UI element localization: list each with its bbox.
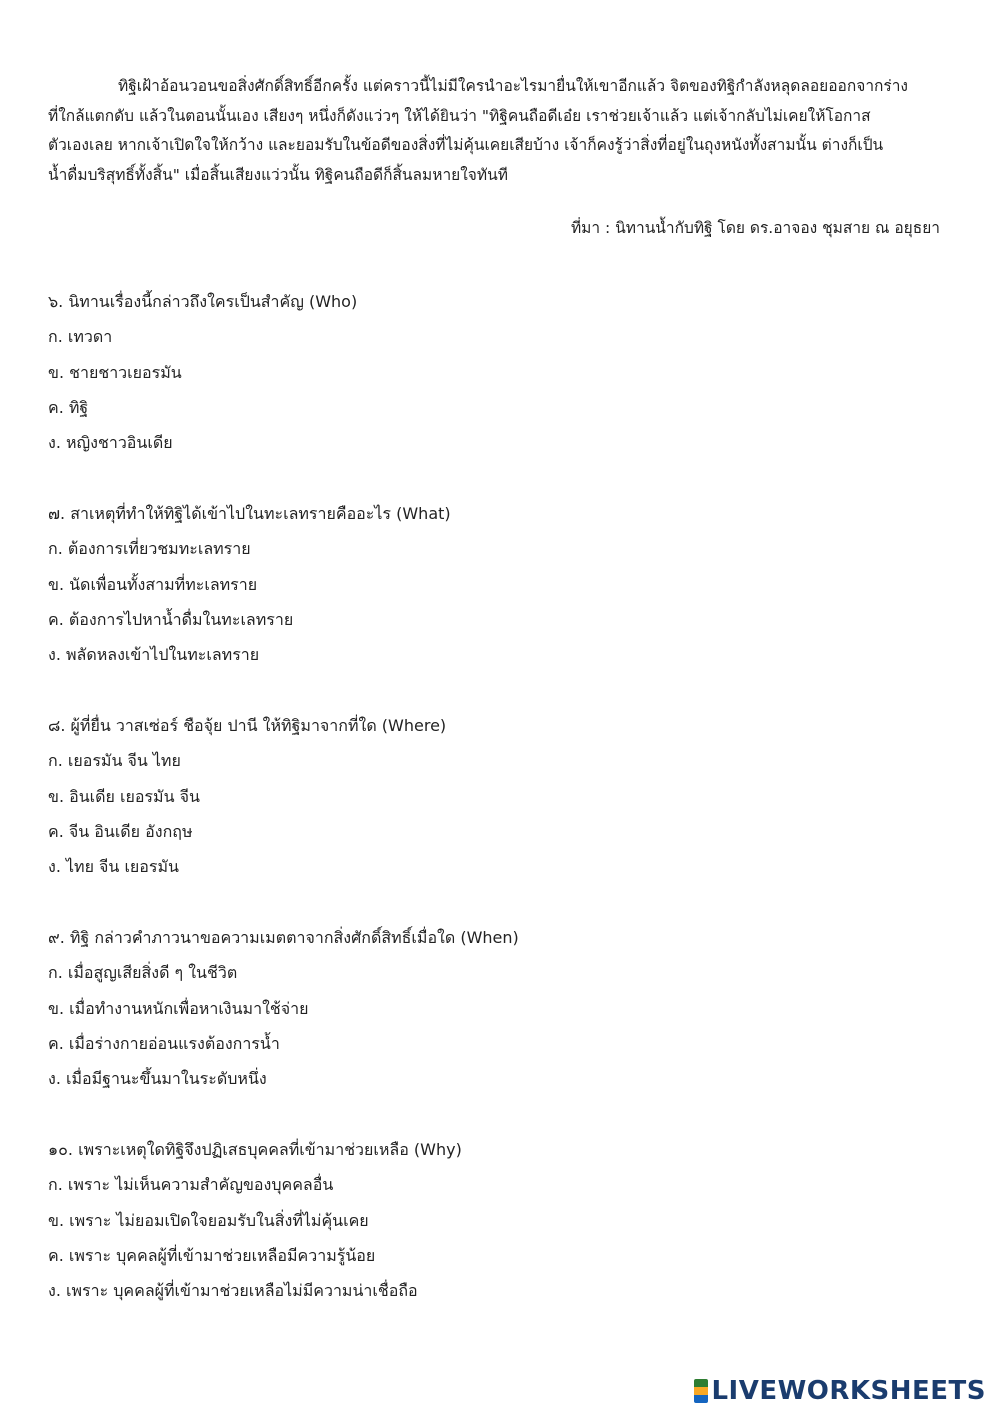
question-stem: ๑๐. เพราะเหตุใดทิฐิจึงปฏิเสธบุคคลที่เข้ามาช่วยเหลือ (Why): [48, 1139, 462, 1159]
answer-option[interactable]: ก. ต้องการเที่ยวชมทะเลทราย: [48, 539, 251, 559]
question-stem: ๙. ทิฐิ กล่าวคำภาวนาขอความเมตตาจากสิ่งศักดิ์สิทธิ์เมื่อใด (When): [48, 927, 519, 947]
answer-option[interactable]: ค. เมื่อร่างกายอ่อนแรงต้องการน้ำ: [48, 1033, 280, 1053]
answer-option[interactable]: ก. เมื่อสูญเสียสิ่งดี ๆ ในชีวิต: [48, 963, 238, 983]
question-7: [48, 496, 948, 672]
passage-line: ที่ใกล้แตกดับ แล้วในตอนนั้นเอง เสียงๆ หนึ่งก็ดังแว่วๆ ให้ได้ยินว่า "ทิฐิคนถือดีเอ๋ย เราช่วยเจ้าแล้ว แต่เจ้ากลับไม่เคยให้โอกาส: [48, 106, 871, 125]
question-stem: ๖. นิทานเรื่องนี้กล่าวถึงใครเป็นสำคัญ (Who): [48, 292, 358, 311]
answer-option[interactable]: ข. เมื่อทำงานหนักเพื่อหาเงินมาใช้จ่าย: [48, 998, 309, 1018]
passage-line: ทิฐิเฝ้าอ้อนวอนขอสิ่งศักดิ์สิทธิ์อีกครั้ง แต่คราวนี้ไม่มีใครนำอะไรมายื่นให้เขาอีกแล้ว จิตของทิฐิกำลังหลุดลอยออกจากร่าง: [118, 77, 909, 95]
answer-option[interactable]: ง. ไทย จีน เยอรมัน: [48, 857, 179, 877]
answer-option[interactable]: ค. เพราะ บุคคลผู้ที่เข้ามาช่วยเหลือมีความรู้น้อย: [48, 1245, 376, 1265]
question-10: [48, 1132, 948, 1308]
answer-option[interactable]: ง. พลัดหลงเข้าไปในทะเลทราย: [48, 645, 260, 665]
answer-option[interactable]: ก. เยอรมัน จีน ไทย: [48, 751, 181, 771]
answer-option[interactable]: ค. ทิฐิ: [48, 397, 89, 417]
answer-option[interactable]: ข. อินเดีย เยอรมัน จีน: [48, 786, 200, 806]
answer-option[interactable]: ก. เทวดา: [48, 327, 113, 347]
answer-option[interactable]: ข. นัดเพื่อนทั้งสามที่ทะเลทราย: [48, 574, 258, 594]
logo-text: LIVEWORKSHEETS: [711, 1376, 986, 1406]
question-9: [48, 920, 948, 1096]
question-stem: ๘. ผู้ที่ยื่น วาสเซ่อร์ ชือจุ้ย ปานี ให้ทิฐิมาจากที่ใด (Where): [48, 715, 447, 735]
passage-line: น้ำดื่มบริสุทธิ์ทั้งสิ้น" เมื่อสิ้นเสียงแว่วนั้น ทิฐิคนถือดีก็สิ้นลมหายใจทันที: [48, 165, 508, 184]
story-passage: [48, 72, 940, 190]
liveworksheets-logo[interactable]: [694, 1375, 986, 1407]
answer-option[interactable]: ง. หญิงชาวอินเดีย: [48, 433, 173, 453]
question-list: [48, 284, 948, 1344]
question-6: [48, 284, 948, 460]
answer-option[interactable]: ก. เพราะ ไม่เห็นความสำคัญของบุคคลอื่น: [48, 1175, 334, 1195]
answer-option[interactable]: ข. เพราะ ไม่ยอมเปิดใจยอมรับในสิ่งที่ไม่คุ้นเคย: [48, 1210, 369, 1230]
answer-option[interactable]: ง. เพราะ บุคคลผู้ที่เข้ามาช่วยเหลือไม่มีความน่าเชื่อถือ: [48, 1281, 418, 1301]
passage-source: ที่มา : นิทานน้ำกับทิฐิ โดย ดร.อาจอง ชุมสาย ณ อยุธยา: [570, 219, 940, 237]
question-stem: ๗. สาเหตุที่ทำให้ทิฐิได้เข้าไปในทะเลทรายคืออะไร (What): [48, 503, 451, 523]
answer-option[interactable]: ข. ชายชาวเยอรมัน: [48, 362, 182, 382]
passage-line: ตัวเองเลย หากเจ้าเปิดใจให้กว้าง และยอมรับในข้อดีของสิ่งที่ไม่คุ้นเคยเสียบ้าง เจ้าก็คงรู้ว่าสิ่งที่อยู่ในถุงหนังทั้งสามนั้น ต่างก็เป็น: [48, 136, 884, 154]
answer-option[interactable]: ง. เมื่อมีฐานะขึ้นมาในระดับหนึ่ง: [48, 1069, 267, 1089]
question-8: [48, 708, 948, 884]
answer-option[interactable]: ค. จีน อินเดีย อังกฤษ: [48, 821, 193, 841]
liveworksheets-badge-icon: [694, 1379, 708, 1403]
answer-option[interactable]: ค. ต้องการไปหาน้ำดื่มในทะเลทราย: [48, 609, 294, 629]
